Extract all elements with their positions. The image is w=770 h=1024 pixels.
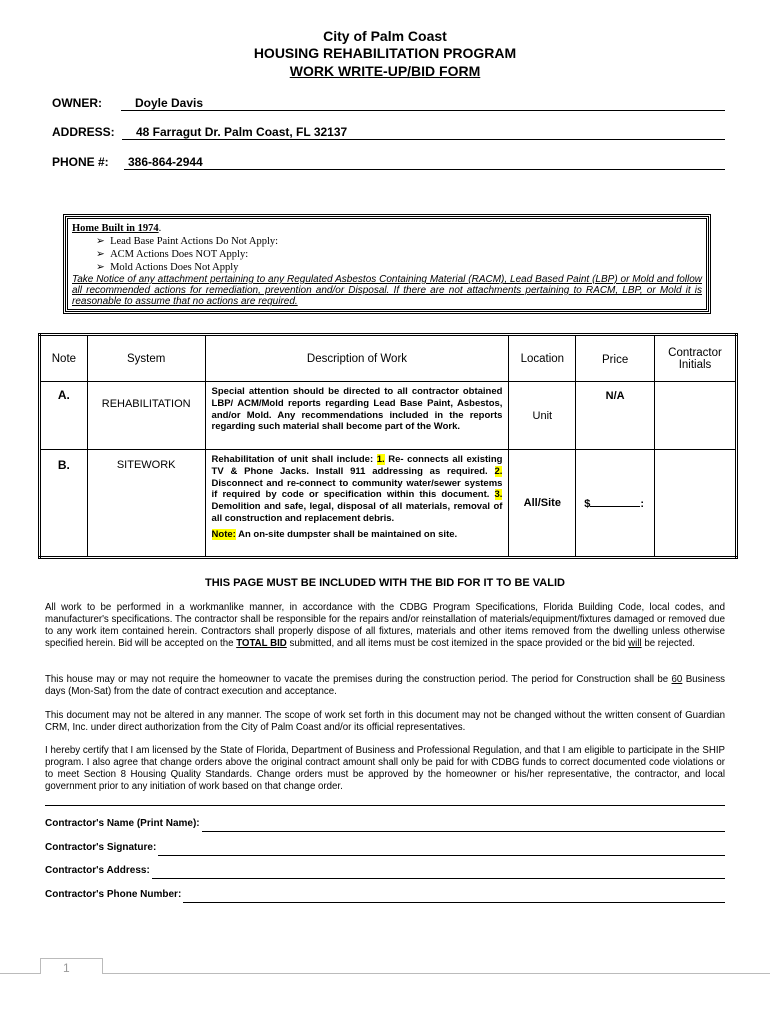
home-built-text: Home Built in 1974 bbox=[72, 223, 159, 234]
contractor-name-input[interactable] bbox=[202, 818, 725, 832]
will-text: will bbox=[628, 638, 642, 649]
notice-box bbox=[63, 214, 711, 314]
row-price bbox=[576, 450, 655, 558]
total-bid-text: TOTAL BID bbox=[236, 638, 287, 649]
form-title-text: WORK WRITE-UP/BID FORM bbox=[289, 63, 481, 79]
header-initials: Contractor Initials bbox=[655, 335, 737, 382]
alteration-paragraph: This document may not be altered in any manner. The scope of work set forth in this document may not be changed without the written consent of Guardian CRM, Inc. under direct authorization from the City of Palm Coast and/or its official representatives. bbox=[45, 710, 725, 733]
row-system: REHABILITATION bbox=[87, 382, 205, 450]
p1-text: be rejected. bbox=[641, 638, 695, 649]
contractor-phone-input[interactable] bbox=[183, 889, 725, 903]
table-header-row bbox=[40, 335, 737, 382]
page-tab bbox=[40, 958, 103, 974]
construction-period-paragraph bbox=[45, 674, 725, 698]
contractor-address-input[interactable] bbox=[152, 865, 725, 879]
price-colon: : bbox=[640, 498, 645, 510]
row-initials[interactable] bbox=[655, 450, 737, 558]
desc-part: Demolition and safe, legal, disposal of all materials, removal of all construction and replacement debris. bbox=[211, 501, 503, 524]
p1-text: submitted, and all items must be cost itemized in the space provided or the bid bbox=[286, 638, 629, 649]
contractor-signature-label: Contractor's Signature: bbox=[45, 842, 157, 853]
desc-part: Rehabilitation of unit shall include: bbox=[211, 454, 377, 465]
must-include-notice: THIS PAGE MUST BE INCLUDED WITH THE BID FOR IT TO BE VALID bbox=[205, 577, 565, 589]
notice-text: Take Notice of any attachment pertaining to any Regulated Asbestos Containing Material (RACM), Lead Based Paint (LBP) or Mold and follow all recommended actions for remediation, prevention and/or Disposal. If there are not attachments pertaining to RACM, LBP, or Mold it is reasonable to assume that no actions are required. bbox=[72, 274, 702, 307]
header-price: Price bbox=[576, 335, 655, 382]
divider bbox=[45, 805, 725, 806]
num-highlight: 2. bbox=[494, 465, 503, 477]
program-title: HOUSING REHABILITATION PROGRAM bbox=[253, 45, 517, 61]
contractor-signature-row bbox=[45, 842, 725, 856]
note-label: Note: bbox=[211, 528, 236, 540]
notice-bullet-text: ACM Actions Does NOT Apply: bbox=[110, 249, 249, 260]
desc-part: Re- connects all existing TV & Phone Jacks. Install 911 addressing as required. bbox=[211, 454, 503, 477]
contractor-name-label: Contractor's Name (Print Name): bbox=[45, 818, 200, 829]
header-description: Description of Work bbox=[205, 335, 509, 382]
notice-bullet bbox=[72, 235, 702, 248]
arrow-bullet-icon: ➢ bbox=[96, 262, 111, 273]
terms-paragraph bbox=[45, 602, 725, 650]
num-highlight: 3. bbox=[494, 489, 503, 501]
arrow-bullet-icon: ➢ bbox=[96, 236, 111, 247]
notice-bullet bbox=[72, 248, 702, 261]
footer-line bbox=[0, 973, 770, 974]
phone-label: PHONE #: bbox=[52, 155, 109, 169]
row-note: A. bbox=[40, 382, 88, 450]
contractor-signature-input[interactable] bbox=[158, 842, 725, 856]
notice-title-period: . bbox=[158, 223, 162, 234]
p2-text: This house may or may not require the homeowner to vacate the premises during the construction period. The period for Construction shall be bbox=[45, 674, 672, 685]
header-system: System bbox=[87, 335, 205, 382]
header-note: Note bbox=[40, 335, 88, 382]
notice-title bbox=[72, 222, 702, 235]
note-text: An on-site dumpster shall be maintained on site. bbox=[235, 528, 458, 540]
notice-bullet-text: Mold Actions Does Not Apply bbox=[110, 262, 239, 273]
desc-part: Disconnect and re-connect to community water/sewer systems if required by code or specification within this document. bbox=[211, 477, 503, 501]
owner-field[interactable]: Doyle Davis bbox=[121, 96, 725, 111]
row-price: N/A bbox=[576, 382, 655, 450]
contractor-name-row bbox=[45, 818, 725, 832]
row-initials[interactable] bbox=[655, 382, 737, 450]
row-description: Special attention should be directed to all contractor obtained LBP/ ACM/Mold reports regarding Lead Base Paint, Asbestos, and/or Mold. Any recommendations included in the reports regarding such material shall become part of the Work. bbox=[205, 382, 509, 450]
page-number: 1 bbox=[63, 961, 70, 975]
phone-field[interactable]: 386-864-2944 bbox=[124, 155, 725, 170]
contractor-address-label: Contractor's Address: bbox=[45, 865, 150, 876]
certification-paragraph: I hereby certify that I am licensed by the State of Florida, Department of Business and Professional Regulation, and that I am eligible to participate in the SHIP program. I also agree that change orders above the original contract amount shall only be paid for with CDBG funds to correct documented code violations or to meet Section 8 Housing Quality Standards. Change orders must be approved by the homeowner or his/her representative, the contractor, and local government prior to any initiation of work based on that change order. bbox=[45, 745, 725, 792]
address-label: ADDRESS: bbox=[52, 125, 115, 139]
work-table bbox=[38, 333, 738, 559]
city-title: City of Palm Coast bbox=[323, 28, 447, 44]
row-system: SITEWORK bbox=[87, 450, 205, 558]
row-location: Unit bbox=[509, 382, 576, 450]
contractor-address-row bbox=[45, 865, 725, 879]
header-location: Location bbox=[509, 335, 576, 382]
row-note: B. bbox=[40, 450, 88, 558]
p2-text: Business days (Mon-Sat) from the date of contract execution and acceptance. bbox=[45, 674, 726, 697]
p1-text: All work to be performed in a workmanlike manner, in accordance with the CDBG Program Specifications, Florida Building Code, local codes, and manufacturer's specifications. The contractor shall be responsible for the repairs and/or reinstallation of materials/equipment/fixtures damaged or removed due to any work item contained herein. Contractors shall properly dispose of all fixtures, materials and other items removed from the dwelling unless otherwise specified herein. Bid will be accepted on the bbox=[45, 602, 725, 649]
notice-bullet bbox=[72, 261, 702, 274]
address-field[interactable]: 48 Farragut Dr. Palm Coast, FL 32137 bbox=[122, 125, 725, 140]
dumpster-note bbox=[212, 529, 503, 541]
price-dollar: $ bbox=[584, 498, 591, 510]
days-text: 60 bbox=[671, 674, 683, 685]
table-row bbox=[40, 382, 737, 450]
form-title bbox=[0, 63, 770, 80]
notice-bullet-text: Lead Base Paint Actions Do Not Apply: bbox=[110, 236, 279, 247]
table-row bbox=[40, 450, 737, 558]
contractor-phone-label: Contractor's Phone Number: bbox=[45, 889, 182, 900]
contractor-phone-row bbox=[45, 889, 725, 903]
num-highlight: 1. bbox=[376, 454, 385, 465]
row-location: All/Site bbox=[509, 450, 576, 558]
row-description bbox=[205, 450, 509, 558]
arrow-bullet-icon: ➢ bbox=[96, 249, 111, 260]
owner-label: OWNER: bbox=[52, 96, 102, 110]
price-input[interactable] bbox=[590, 496, 640, 507]
